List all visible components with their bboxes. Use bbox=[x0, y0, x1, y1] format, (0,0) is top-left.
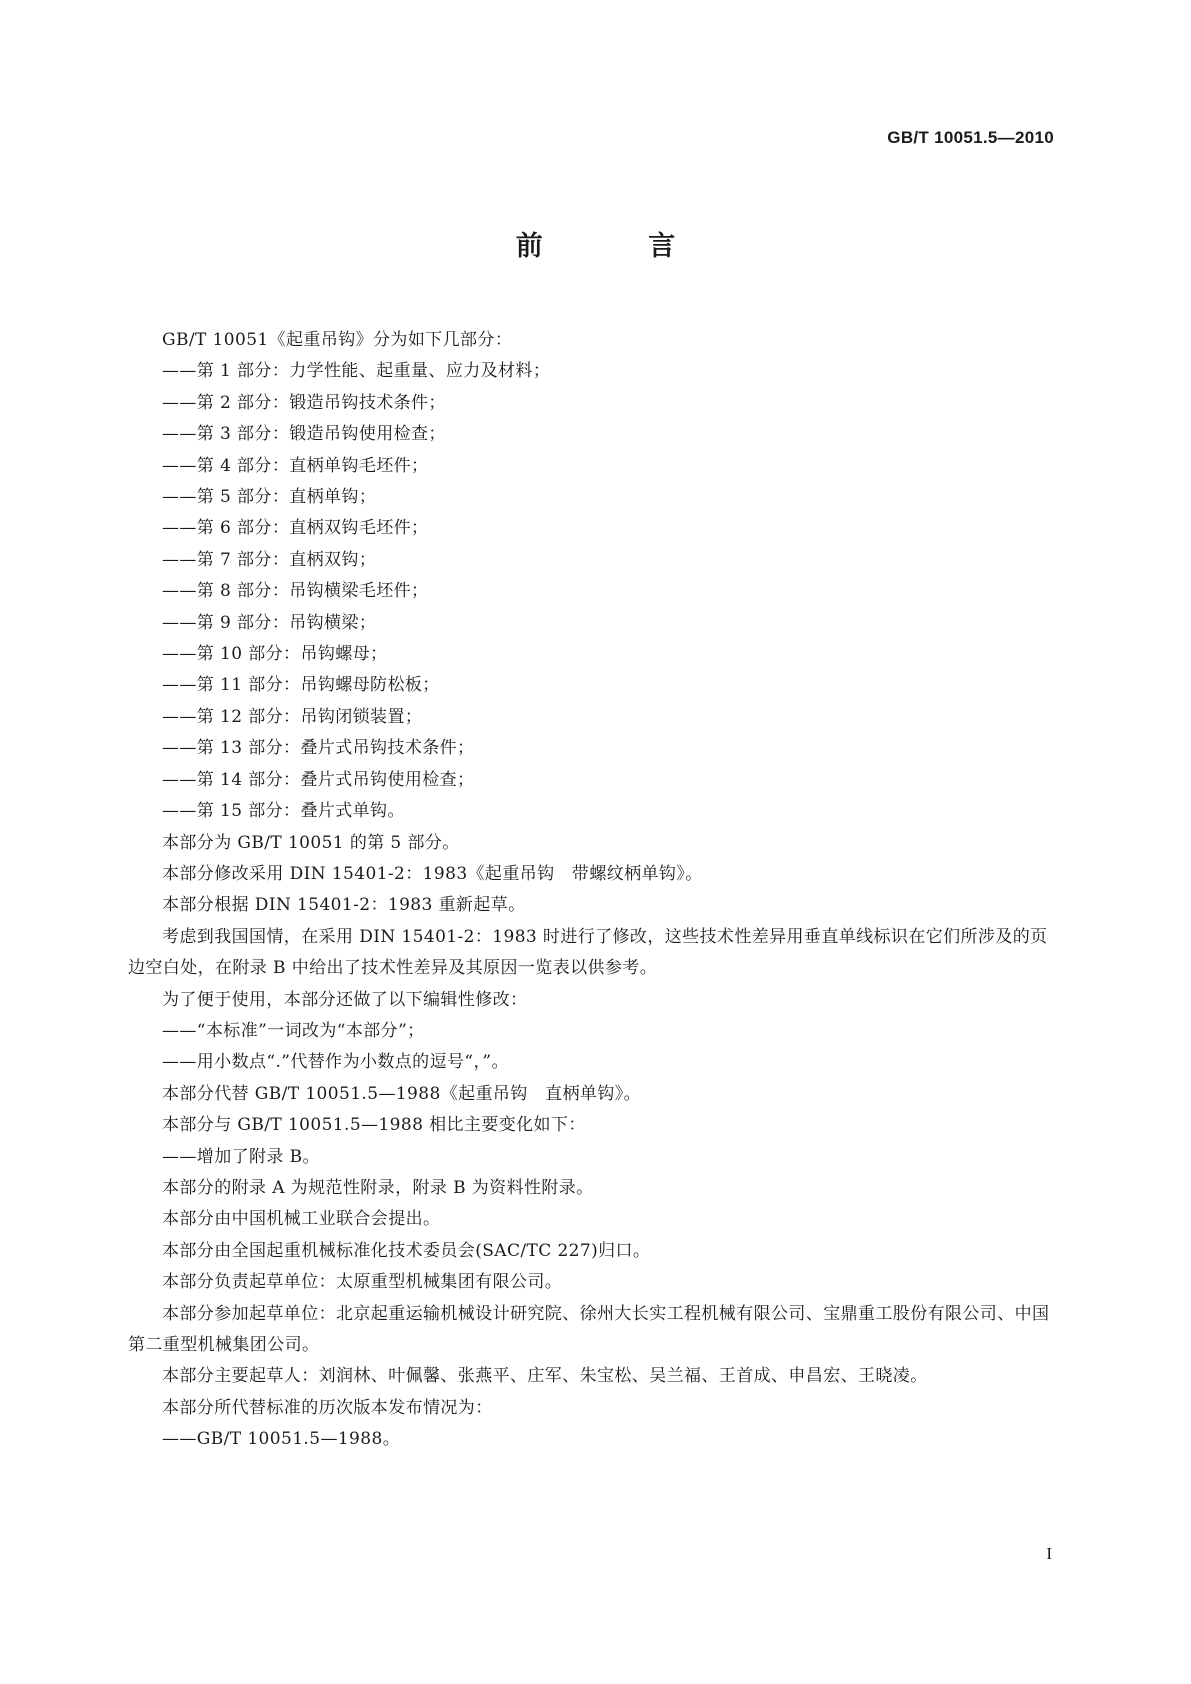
paragraph: 本部分代替 GB/T 10051.5—1988《起重吊钩 直柄单钩》。 bbox=[162, 1083, 642, 1104]
list-item: ——第 7 部分：直柄双钩； bbox=[162, 549, 377, 570]
paragraph: 本部分与 GB/T 10051.5—1988 相比主要变化如下： bbox=[162, 1115, 586, 1136]
paragraph: 本部分为 GB/T 10051 的第 5 部分。 bbox=[162, 832, 460, 853]
standard-number: GB/T 10051.5—2010 bbox=[887, 128, 1054, 147]
list-item: ——第 13 部分：叠片式吊钩技术条件； bbox=[162, 738, 475, 759]
paragraph: 考虑到我国国情，在采用 DIN 15401-2：1983 时进行了修改，这些技术性差异用垂直单线标识在它们所涉及的页边空白处，在附录 B 中给出了技术性差异及其原因一览表以供参考。 bbox=[128, 926, 1048, 979]
paragraph: 本部分根据 DIN 15401-2：1983 重新起草。 bbox=[162, 895, 526, 916]
paragraph: 本部分由中国机械工业联合会提出。 bbox=[162, 1209, 441, 1230]
foreword-body bbox=[128, 325, 1054, 1456]
paragraph: 本部分参加起草单位：北京起重运输机械设计研究院、徐州大长实工程机械有限公司、宝鼎重工股份有限公司、中国第二重型机械集团公司。 bbox=[128, 1303, 1050, 1355]
page-number: I bbox=[1046, 1544, 1052, 1563]
list-item: ——第 2 部分：锻造吊钩技术条件； bbox=[162, 392, 446, 413]
list-item: ——第 1 部分：力学性能、起重量、应力及材料； bbox=[162, 361, 551, 382]
list-item: ——第 6 部分：直柄双钩毛坯件； bbox=[162, 518, 429, 539]
list-item: ——第 10 部分：吊钩螺母； bbox=[162, 644, 388, 665]
list-item: ——增加了附录 B。 bbox=[162, 1146, 320, 1167]
list-item: ——第 8 部分：吊钩横梁毛坯件； bbox=[162, 581, 429, 602]
paragraph: 为了便于使用，本部分还做了以下编辑性修改： bbox=[162, 989, 528, 1010]
list-item: ——第 12 部分：吊钩闭锁装置； bbox=[162, 706, 423, 727]
list-item: ——“本标准”一词改为“本部分”； bbox=[162, 1020, 425, 1041]
paragraph: 本部分主要起草人：刘润林、叶佩馨、张燕平、庄军、朱宝松、吴兰福、王首成、申昌宏、王晓凌。 bbox=[162, 1366, 928, 1387]
list-item: ——第 11 部分：吊钩螺母防松板； bbox=[162, 675, 440, 696]
list-item: ——GB/T 10051.5—1988。 bbox=[162, 1429, 401, 1450]
paragraph: 本部分所代替标准的历次版本发布情况为： bbox=[162, 1397, 493, 1418]
paragraph: 本部分由全国起重机械标准化技术委员会(SAC/TC 227)归口。 bbox=[162, 1240, 651, 1261]
list-item: ——第 9 部分：吊钩横梁； bbox=[162, 612, 377, 633]
paragraph: 本部分负责起草单位：太原重型机械集团有限公司。 bbox=[162, 1272, 563, 1293]
list-item: ——第 4 部分：直柄单钩毛坯件； bbox=[162, 455, 429, 476]
paragraph: 本部分的附录 A 为规范性附录，附录 B 为资料性附录。 bbox=[162, 1177, 594, 1198]
list-item: ——第 3 部分：锻造吊钩使用检查； bbox=[162, 424, 446, 445]
paragraph: 本部分修改采用 DIN 15401-2：1983《起重吊钩 带螺纹柄单钩》。 bbox=[162, 863, 703, 884]
list-item: ——第 15 部分：叠片式单钩。 bbox=[162, 801, 405, 822]
page-title: 前 言 bbox=[515, 231, 724, 262]
list-item: ——用小数点“.”代替作为小数点的逗号“，”。 bbox=[162, 1052, 509, 1073]
paragraph: GB/T 10051《起重吊钩》分为如下几部分： bbox=[162, 330, 513, 350]
list-item: ——第 14 部分：叠片式吊钩使用检查； bbox=[162, 769, 475, 790]
list-item: ——第 5 部分：直柄单钩； bbox=[162, 487, 377, 508]
